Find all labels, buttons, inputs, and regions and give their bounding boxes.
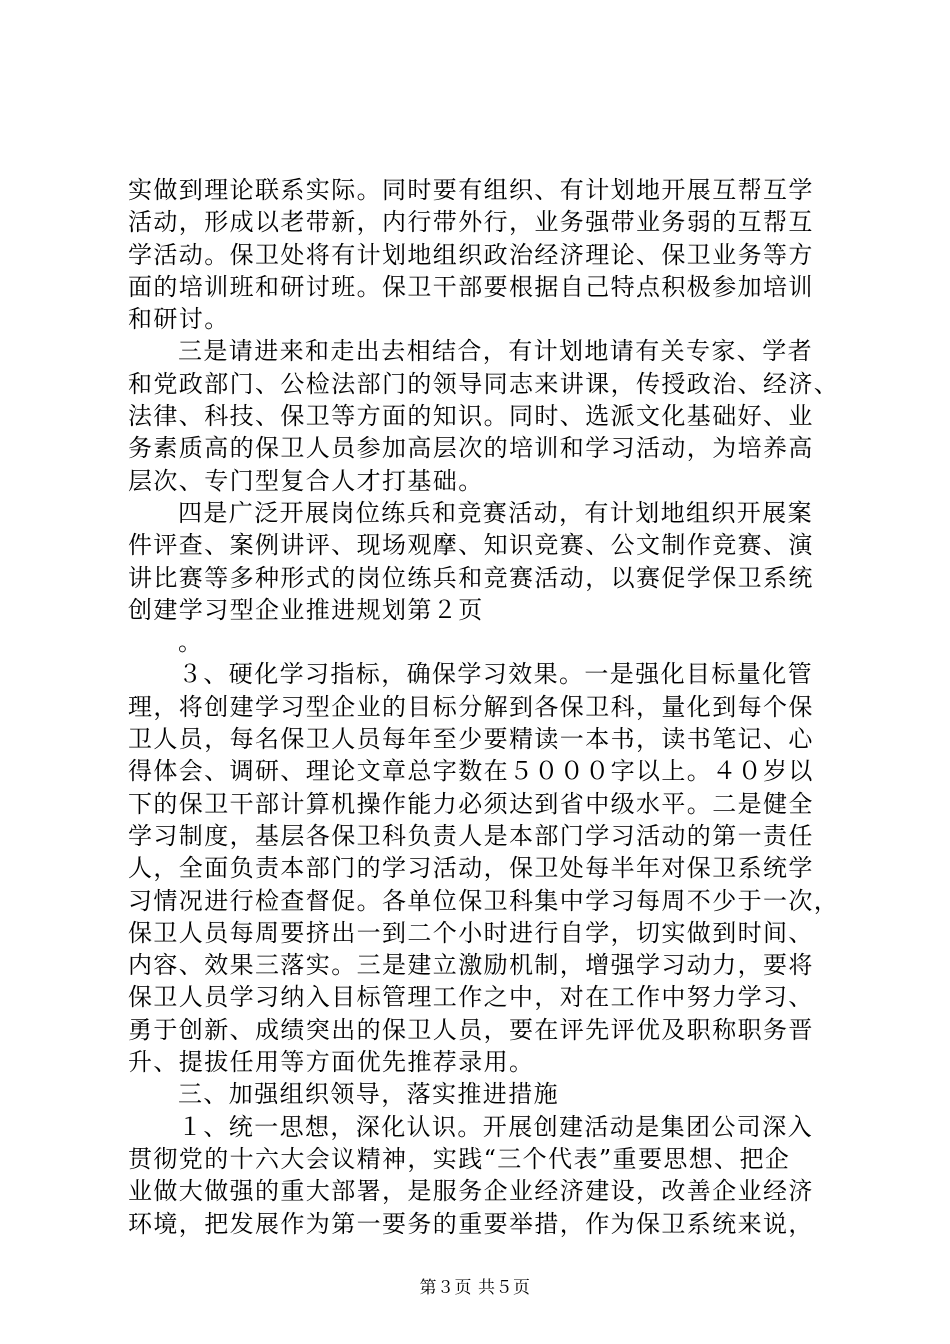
text-line: 讲比赛等多种形式的岗位练兵和竞赛活动，以赛促学保卫系统 [128, 563, 814, 592]
text-line: 。 [178, 628, 204, 657]
text-line: 下的保卫干部计算机操作能力必须达到省中级水平。二是健全 [128, 789, 814, 818]
text-line: 创建学习型企业推进规划第２页 [128, 595, 484, 624]
page-footer: 第３页 共５页 [419, 1278, 531, 1298]
text-line: 贯彻党的十六大会议精神，实践“三个代表”重要思想、把企 [128, 1144, 791, 1173]
text-line: 保卫人员每周要挤出一到二个小时进行自学，切实做到时间、 [128, 918, 814, 947]
text-line: 学活动。保卫处将有计划地组织政治经济理论、保卫业务等方 [128, 240, 814, 269]
text-line: 勇于创新、成绩突出的保卫人员，要在评先评优及职称职务晋 [128, 1015, 814, 1044]
text-line: 得体会、调研、理论文章总字数在５０００字以上。４０岁以 [128, 757, 814, 786]
text-line: 层次、专门型复合人才打基础。 [128, 466, 484, 495]
text-line: 环境，把发展作为第一要务的重要举措，作为保卫系统来说， [128, 1209, 814, 1238]
text-line: 务素质高的保卫人员参加高层次的培训和学习活动，为培养高 [128, 434, 814, 463]
text-line: 卫人员，每名保卫人员每年至少要精读一本书，读书笔记、心 [128, 725, 814, 754]
text-line: 和研讨。 [128, 305, 230, 334]
text-line: 三是请进来和走出去相结合，有计划地请有关专家、学者 [178, 337, 813, 366]
text-line: 人，全面负责本部门的学习活动，保卫处每半年对保卫系统学 [128, 854, 814, 883]
text-line: 三、加强组织领导，落实推进措施 [178, 1080, 559, 1109]
text-line: 习情况进行检查督促。各单位保卫科集中学习每周不少于一次， [128, 886, 840, 915]
text-line: 内容、效果三落实。三是建立激励机制，增强学习动力，要将 [128, 951, 814, 980]
text-line: 四是广泛开展岗位练兵和竞赛活动，有计划地组织开展案 [178, 498, 813, 527]
text-line: 法律、科技、保卫等方面的知识。同时、选派文化基础好、业 [128, 402, 814, 431]
text-line: 业做大做强的重大部署，是服务企业经济建设，改善企业经济 [128, 1177, 814, 1206]
text-line: 面的培训班和研讨班。保卫干部要根据自己特点积极参加培训 [128, 272, 814, 301]
text-line: 理，将创建学习型企业的目标分解到各保卫科，量化到每个保 [128, 692, 814, 721]
text-line: 保卫人员学习纳入目标管理工作之中，对在工作中努力学习、 [128, 983, 814, 1012]
text-line: 活动，形成以老带新，内行带外行，业务强带业务弱的互帮互 [128, 208, 814, 237]
text-line: 学习制度，基层各保卫科负责人是本部门学习活动的第一责任 [128, 821, 814, 850]
text-line: 件评查、案例讲评、现场观摩、知识竞赛、公文制作竞赛、演 [128, 531, 814, 560]
body-text [128, 174, 840, 1240]
text-line: 和党政部门、公检法部门的领导同志来讲课，传授政治、经济、 [128, 369, 840, 398]
text-line: １、统一思想，深化认识。开展创建活动是集团公司深入 [178, 1112, 813, 1141]
text-line: 升、提拔任用等方面优先推荐录用。 [128, 1048, 535, 1077]
text-line: ３、硬化学习指标，确保学习效果。一是强化目标量化管 [178, 660, 813, 689]
text-line: 实做到理论联系实际。同时要有组织、有计划地开展互帮互学 [128, 176, 814, 204]
